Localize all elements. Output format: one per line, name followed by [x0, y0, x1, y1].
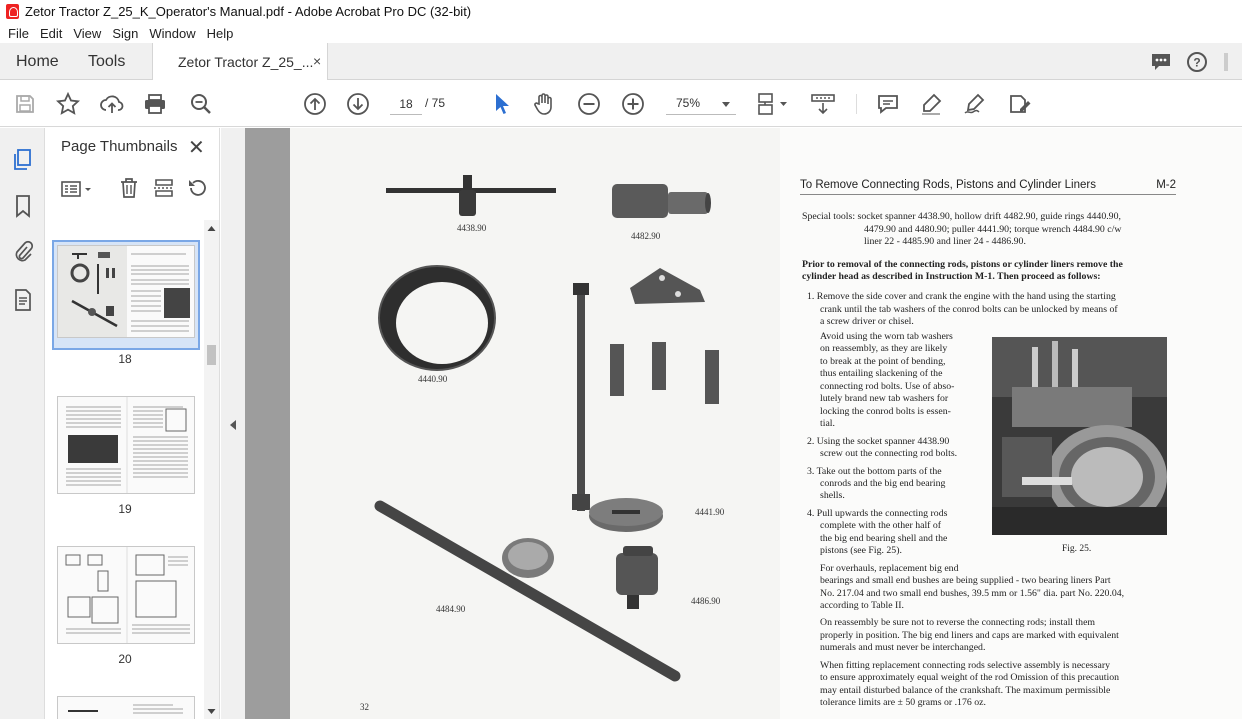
figure-caption: Fig. 25.: [1062, 544, 1092, 554]
menu-help[interactable]: Help: [206, 25, 234, 41]
thumbnail-page-19[interactable]: [57, 396, 195, 494]
document-viewer[interactable]: [245, 128, 1242, 719]
scrollbar-thumb[interactable]: [207, 345, 216, 365]
thumbnail-page-20[interactable]: [57, 546, 195, 644]
fitting-line-3: may entail disturbed balance of the crankshaft. The maximum permissible: [820, 685, 1111, 696]
scroll-down-icon[interactable]: [207, 708, 216, 716]
bookmark-star-icon[interactable]: [55, 91, 81, 117]
scroll-mode-icon[interactable]: [810, 91, 836, 117]
page-tools-illustration: [290, 128, 780, 719]
select-cursor-icon[interactable]: [488, 91, 514, 117]
step1-line-3: a screw driver or chisel.: [820, 316, 914, 327]
attachments-icon[interactable]: [11, 240, 35, 264]
special-tools-label: Special tools:: [802, 211, 856, 222]
scroll-up-icon[interactable]: [207, 224, 216, 232]
menu-view[interactable]: View: [73, 25, 102, 41]
step2-line-1: 2. Using the socket spanner 4438.90: [807, 436, 950, 447]
avoid-line-8: tial.: [820, 418, 835, 429]
avoid-line-4: thus entailing slackening of the: [820, 368, 943, 379]
panel-close-icon[interactable]: ✕: [188, 137, 205, 159]
tab-tools[interactable]: Tools: [88, 53, 126, 70]
collapse-left-icon[interactable]: [229, 419, 237, 431]
part-label-4438: 4438.90: [457, 223, 487, 233]
save-icon[interactable]: [12, 91, 38, 117]
comment-bubble-icon[interactable]: [1150, 52, 1172, 72]
overhaul-line-2: bearings and small end bushes are being supplied - two bearing liners Part: [820, 575, 1111, 586]
page-instructions: [780, 128, 1242, 719]
step3-line-2: conrods and the big end bearing: [820, 478, 946, 489]
reassembly-line-2: properly in position. The big end liners and caps are marked with equivalent: [820, 630, 1119, 641]
panel-collapse-bar[interactable]: [221, 128, 245, 719]
step2-line-2: screw out the connecting rod bolts.: [820, 448, 958, 459]
page-layout-icon[interactable]: [755, 91, 791, 117]
zoom-out-icon[interactable]: [576, 91, 602, 117]
fitting-line-4: tolerance limits are ± 50 grams or .176 oz.: [820, 697, 986, 708]
fitting-line-1: When fitting replacement connecting rods selective assembly is necessary: [820, 660, 1110, 671]
section-header: [800, 179, 1176, 195]
thumbnail-label-18: 18: [118, 352, 132, 366]
step3-line-3: shells.: [820, 490, 845, 501]
fitting-line-2: to ensure approximately equal weight of the rod Omission of this precaution: [820, 672, 1120, 683]
thumbnails-scrollbar[interactable]: [204, 220, 219, 719]
overhaul-line-1: For overhauls, replacement big end: [820, 563, 959, 574]
thumbnail-page-18[interactable]: [57, 245, 195, 338]
reassembly-line-3: numerals and must never be interchanged.: [820, 642, 986, 653]
svg-text:?: ?: [1193, 55, 1201, 70]
tab-home[interactable]: Home: [16, 53, 59, 70]
avoid-line-6: lutely brand new tab washers for: [820, 393, 949, 404]
thumbnail-label-20: 20: [118, 652, 132, 666]
zoom-dropdown[interactable]: [666, 93, 736, 115]
step4-line-4: pistons (see Fig. 25).: [820, 545, 902, 556]
highlighter-icon[interactable]: [918, 91, 944, 117]
tab-close-icon[interactable]: ×: [313, 53, 322, 69]
delete-page-icon[interactable]: [119, 177, 139, 202]
part-label-4484: 4484.90: [436, 604, 466, 614]
overhaul-line-4: according to Table II.: [820, 600, 905, 611]
title-bar: [0, 0, 1242, 23]
part-label-4486: 4486.90: [691, 596, 721, 606]
comment-icon[interactable]: [875, 91, 901, 117]
page-thumbnails-icon[interactable]: [11, 148, 35, 172]
zoom-search-icon[interactable]: [188, 91, 214, 117]
avoid-line-1: Avoid using the worn tab washers: [820, 331, 953, 342]
help-icon[interactable]: [1186, 51, 1208, 73]
panel-toolbar: [59, 176, 214, 204]
hand-tool-icon[interactable]: [531, 91, 557, 117]
menu-file[interactable]: File: [8, 25, 29, 41]
upload-cloud-icon[interactable]: [99, 91, 125, 117]
tab-document-label: Zetor Tractor Z_25_...: [178, 54, 314, 70]
thumbnail-page-21[interactable]: [57, 696, 195, 719]
overhaul-line-3: No. 217.04 and two small end bushes, 39.5 mm or 1.56" dia. part No. 220.04,: [820, 588, 1125, 599]
page-total: / 75: [425, 96, 446, 110]
step4-line-2: complete with the other half of: [820, 520, 942, 531]
menu-edit[interactable]: Edit: [39, 25, 63, 41]
left-navigation-rail: [0, 128, 45, 719]
toolbar-separator: [856, 94, 857, 114]
special-tools-text-1: socket spanner 4438.90, hollow drift 4482.90, guide rings 4440.90,: [857, 211, 1121, 222]
bookmarks-icon[interactable]: [11, 194, 35, 218]
next-page-icon[interactable]: [345, 91, 371, 117]
panel-title: Page Thumbnails: [61, 138, 178, 155]
page-number-input[interactable]: [390, 93, 422, 115]
extract-pages-icon[interactable]: [153, 177, 175, 202]
zoom-value: 75%: [676, 96, 701, 110]
figure-25-photo: [992, 337, 1167, 535]
part-label-4482: 4482.90: [631, 231, 661, 241]
window-title: Zetor Tractor Z_25_K_Operator's Manual.pdf - Adobe Acrobat Pro DC (32-bit): [25, 4, 472, 19]
thumbnail-label-19: 19: [118, 502, 132, 516]
pdf-page: [290, 128, 1242, 719]
step1-line-1: 1. Remove the side cover and crank the engine with the hand using the starting: [807, 291, 1116, 302]
step4-line-3: the big end bearing shell and the: [820, 533, 948, 544]
document-properties-icon[interactable]: [11, 288, 35, 312]
part-label-4441: 4441.90: [695, 507, 725, 517]
thumbnail-options-icon[interactable]: [61, 179, 93, 202]
thumbnails-panel: [45, 128, 220, 719]
edit-pdf-icon[interactable]: [1007, 91, 1033, 117]
menu-window[interactable]: Window: [149, 25, 196, 41]
avoid-line-5: connecting rod bolts. Use of abso-: [820, 381, 955, 392]
zoom-in-icon[interactable]: [620, 91, 646, 117]
chevron-down-icon: [722, 102, 730, 107]
special-tools-line-1: [802, 211, 1182, 224]
tab-bar: [0, 43, 1242, 80]
page-number: 32: [360, 702, 369, 712]
step3-line-1: 3. Take out the bottom parts of the: [807, 466, 942, 477]
tab-document[interactable]: [152, 43, 328, 80]
section-title: To Remove Connecting Rods, Pistons and Cylinder Liners: [800, 179, 1096, 191]
special-tools-line-2: 4479.90 and 4480.90; puller 4441.90; torque wrench 4484.90 c/w: [864, 224, 1122, 235]
part-label-4440: 4440.90: [418, 374, 448, 384]
rotate-page-icon[interactable]: [186, 177, 208, 202]
menu-bar: [0, 23, 1242, 43]
avoid-line-7: locking the conrod bolts is essen-: [820, 406, 951, 417]
acrobat-logo-icon: [6, 4, 19, 19]
special-tools-line-3: liner 22 - 4485.90 and liner 24 - 4486.90.: [864, 236, 1026, 247]
section-code: M-2: [1156, 179, 1176, 191]
menu-sign[interactable]: Sign: [112, 25, 139, 41]
prior-line-1: Prior to removal of the connecting rods, pistons or cylinder liners remove the: [802, 259, 1123, 270]
avoid-line-2: on reassembly, as they are likely: [820, 343, 948, 354]
avoid-line-3: to break at the point of bending,: [820, 356, 946, 367]
sign-pen-icon[interactable]: [962, 91, 988, 117]
step4-line-1: 4. Pull upwards the connecting rods: [807, 508, 948, 519]
previous-page-icon[interactable]: [302, 91, 328, 117]
print-icon[interactable]: [142, 91, 168, 117]
reassembly-line-1: On reassembly be sure not to reverse the connecting rods; install them: [820, 617, 1096, 628]
step1-line-2: crank until the tab washers of the conrod bolts can be unlocked by means of: [820, 304, 1118, 315]
prior-line-2: cylinder head as described in Instruction M-1. Then proceed as follows:: [802, 271, 1101, 282]
tabbar-scroll-handle[interactable]: [1222, 51, 1230, 73]
toolbar: [0, 81, 1242, 127]
